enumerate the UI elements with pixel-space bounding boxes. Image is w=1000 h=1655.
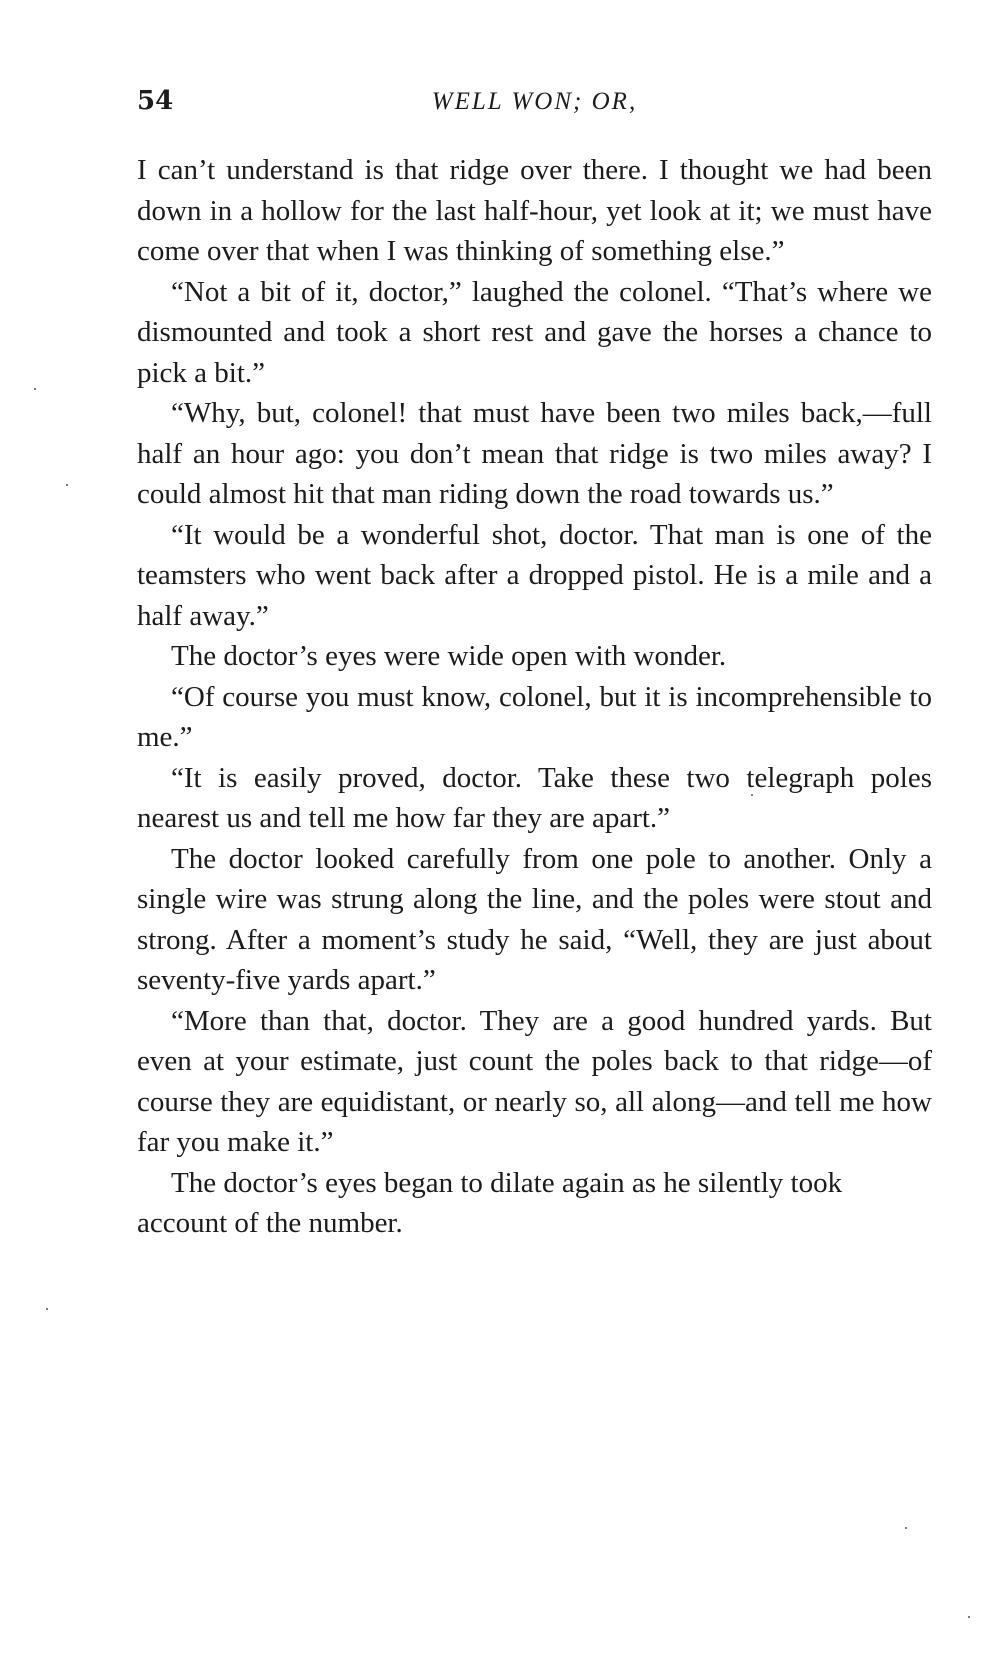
margin-speck	[46, 1308, 48, 1310]
paragraph-6: “Of course you must know, colonel, but it is incomprehensible to me.”	[137, 680, 932, 753]
page-number: 54	[137, 86, 174, 116]
margin-speck	[34, 388, 36, 390]
paragraph-7: “It is easily proved, doctor. Take these two telegraph poles nearest us and tell me how far they are apart.”	[137, 761, 932, 834]
margin-speck	[968, 1616, 970, 1618]
paragraph-8: The doctor looked carefully from one pole to another. Only a single wire was strung along the line, and the poles were stout and strong. After a moment’s study he said, “Well, they are just about seventy-five yards apart.”	[137, 842, 932, 996]
paragraph-4: “It would be a wonderful shot, doctor. That man is one of the teamsters who went back after a dropped pistol. He is a mile and a half away.”	[137, 518, 932, 632]
paragraph-5: The doctor’s eyes were wide open with wonder.	[171, 640, 727, 672]
margin-speck	[751, 794, 753, 796]
paragraph-1: I can’t understand is that ridge over there. I thought we had been down in a hollow for the last half-hour, yet look at it; we must have come over that when I was thinking of something else.”	[137, 154, 932, 267]
margin-speck	[66, 484, 68, 486]
paragraph-2: “Not a bit of it, doctor,” laughed the colonel. “That’s where we dismounted and took a short rest and gave the horses a chance to pick a bit.”	[137, 275, 932, 389]
running-head	[137, 84, 932, 124]
margin-speck	[905, 1527, 907, 1529]
running-title: WELL WON; OR,	[431, 88, 638, 115]
paragraph-10: The doctor’s eyes began to dilate again as he silently took account of the number.	[137, 1166, 843, 1239]
paragraph-9: “More than that, doctor. They are a good hundred yards. But even at your estimate, just count the poles back to that ridge—of course they are equidistant, or nearly so, all along—and tell me how far you make it.”	[137, 1004, 932, 1158]
body-text	[137, 150, 932, 1244]
paragraph-3: “Why, but, colonel! that must have been two miles back,—full half an hour ago: you don’t mean that ridge is two miles away? I could almost hit that man riding down the road towards us.”	[137, 397, 932, 510]
